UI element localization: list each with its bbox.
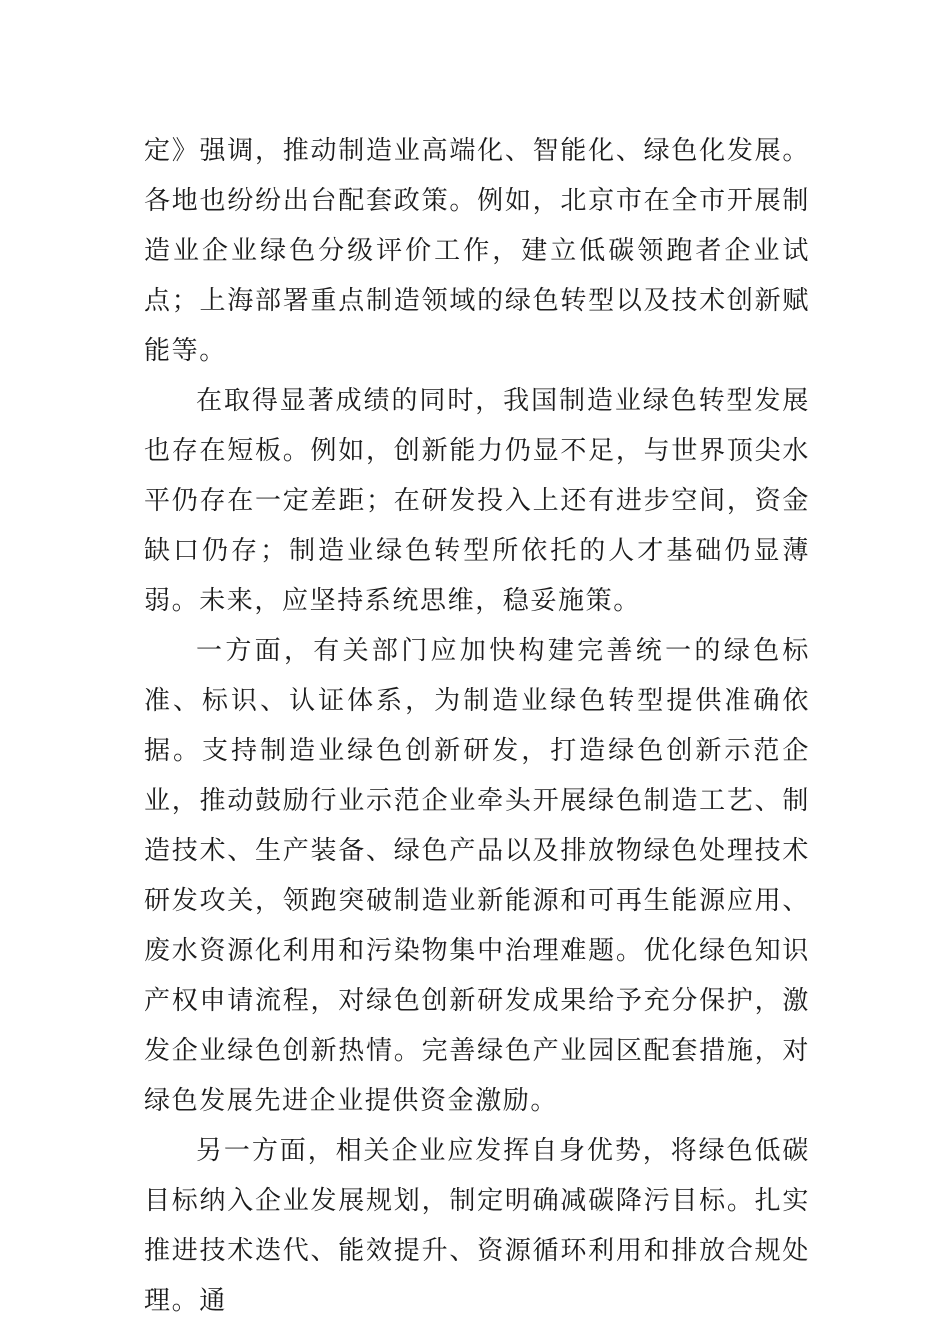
document-body xyxy=(144,126,810,1326)
paragraph-continuation: 定》强调，推动制造业高端化、智能化、绿色化发展。各地也纷纷出台配套政策。例如，北京市在全市开展制造业企业绿色分级评价工作，建立低碳领跑者企业试点；上海部署重点制造领域的绿色转型以及技术创新赋能等。 xyxy=(144,136,810,366)
paragraph-shortcomings: 在取得显著成绩的同时，我国制造业绿色转型发展也存在短板。例如，创新能力仍显不足，与世界顶尖水平仍存在一定差距；在研发投入上还有进步空间，资金缺口仍存；制造业绿色转型所依托的人才基础仍显薄弱。未来，应坚持系统思维，稳妥施策。 xyxy=(144,386,810,616)
paragraph-government-measures: 一方面，有关部门应加快构建完善统一的绿色标准、标识、认证体系，为制造业绿色转型提供准确依据。支持制造业绿色创新研发，打造绿色创新示范企业，推动鼓励行业示范企业牵头开展绿色制造工艺、制造技术、生产装备、绿色产品以及排放物绿色处理技术研发攻关，领跑突破制造业新能源和可再生能源应用、废水资源化利用和污染物集中治理难题。优化绿色知识产权申请流程，对绿色创新研发成果给予充分保护，激发企业绿色创新热情。完善绿色产业园区配套措施，对绿色发展先进企业提供资金激励。 xyxy=(144,636,810,1116)
paragraph-enterprise-measures: 另一方面，相关企业应发挥自身优势，将绿色低碳目标纳入企业发展规划，制定明确减碳降污目标。扎实推进技术迭代、能效提升、资源循环利用和排放合规处理。通 xyxy=(144,1136,810,1316)
